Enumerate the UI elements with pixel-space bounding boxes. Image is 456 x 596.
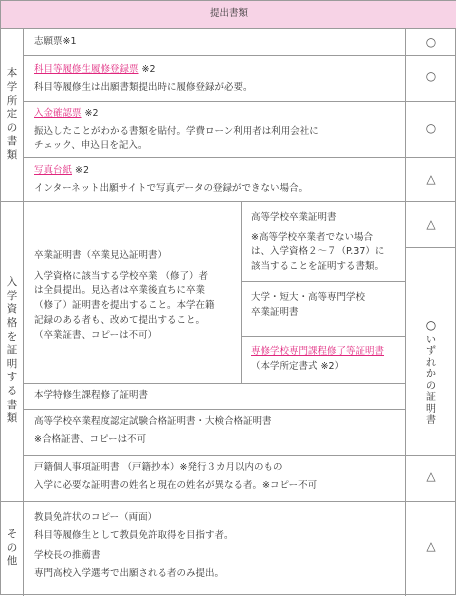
section-label-other: そ の 他 bbox=[6, 528, 18, 568]
mark-column-divider bbox=[405, 29, 406, 596]
payment-confirmation-link[interactable]: 入金確認票 bbox=[34, 108, 82, 119]
row-photo-mount: 写真台紙 ※2 インターネット出願サイトで写真データの登録ができない場合。 bbox=[34, 165, 308, 194]
circle-mark: ○ bbox=[425, 121, 437, 135]
row-special-course-certificate: 本学特修生課程修了証明書 bbox=[34, 390, 149, 401]
row-payment-confirmation: 入金確認票 ※2 振込したことがわかる書類を貼付。学費ローン利用者は利用会社に チェック、申込日を記入。 bbox=[34, 108, 319, 152]
row-family-register: 戸籍個人事項証明書 （戸籍抄本）※発行３カ月以内のもの 入学に必要な証明書の姓名と現在の姓名が異なる者。※コピー不可 bbox=[34, 462, 318, 491]
row-special-school-certificate: 専修学校専門課程修了等証明書 （本学所定書式 ※2） bbox=[251, 346, 385, 372]
row-application-form: 志願票※1 bbox=[34, 36, 77, 47]
either-certificate-label: ○ い ず れ か の 証 明 書 bbox=[425, 318, 437, 427]
triangle-mark: △ bbox=[426, 172, 436, 186]
special-school-link[interactable]: 専修学校専門課程修了等証明書 bbox=[251, 346, 385, 357]
header-title: 提出書類 bbox=[209, 8, 248, 20]
course-registration-link[interactable]: 科目等履修生履修登録票 bbox=[34, 64, 139, 75]
row-graduation-certificate: 卒業証明書（卒業見込証明書） 入学資格に該当する学校卒業 （修了）者 は全員提出。見込者は卒業後直ちに卒業 （修了）証明書を提出すること。本学在籍 記録のある者も、改めて提出すること。 （卒業証書、コピーは不可） bbox=[34, 250, 215, 341]
row-highschool-certificate: 高等学校卒業証明書 ※高等学校卒業者でない場合 は、入学資格２～７（P.37）に 該当することを証明する書類。 bbox=[251, 212, 385, 273]
row-other-documents: 教員免許状のコピー（両面） 科目等履修生として教員免許取得を目指す者。 学校長の推薦書 専門高校入学選考で出願される者のみ提出。 bbox=[34, 512, 234, 580]
triangle-mark: △ bbox=[426, 539, 436, 553]
row-university-certificate: 大学・短大・高等専門学校 卒業証明書 bbox=[251, 292, 366, 318]
circle-mark: ○ bbox=[425, 69, 437, 83]
table-header bbox=[1, 1, 456, 29]
row-hs-equivalency-certificate: 高等学校卒業程度認定試験合格証明書・大検合格証明書 ※合格証書、コピーは不可 bbox=[34, 416, 272, 445]
circle-mark: ○ bbox=[425, 35, 437, 49]
triangle-mark: △ bbox=[426, 217, 436, 231]
photo-mount-link[interactable]: 写真台紙 bbox=[34, 165, 73, 176]
label-column-divider bbox=[23, 29, 24, 596]
section-label-common: 本 学 所 定 の 書 類 bbox=[6, 67, 18, 162]
triangle-mark: △ bbox=[426, 469, 436, 483]
row-course-registration: 科目等履修生履修登録票 ※2 科目等履修生は出願書類提出時に履修登録が必要。 bbox=[34, 64, 253, 93]
section-label-qualification: 入 学 資 格 を 証 明 す る 書 類 bbox=[6, 275, 18, 425]
